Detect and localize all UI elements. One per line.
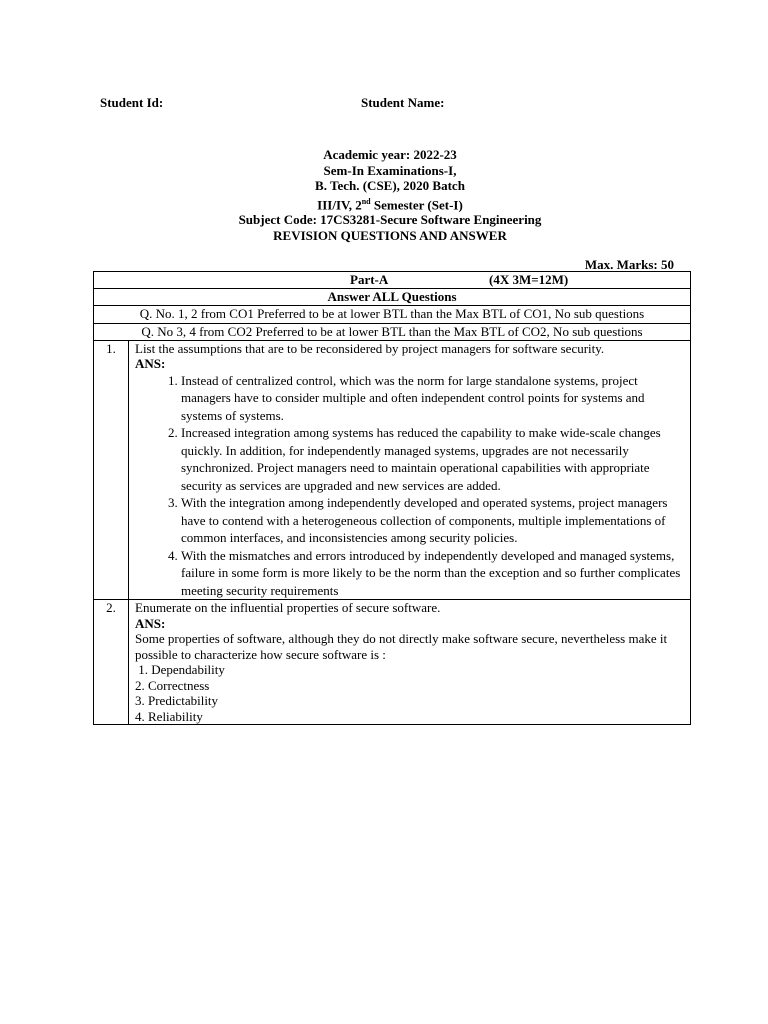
semester-suffix: Semester (Set-I) (370, 196, 463, 212)
note-cell-1: Q. No. 1, 2 from CO1 Preferred to be at lower BTL than the Max BTL of CO1, No sub questions (94, 306, 691, 323)
subject-code: Subject Code: 17CS3281-Secure Software Engineering (238, 212, 542, 228)
part-row (94, 272, 691, 289)
property-item: 3. Predictability (135, 693, 219, 709)
student-id-label: Student Id: (100, 95, 164, 110)
answer-point: 3. With the integration among independently developed and operated systems, project managers have to contend with a heterogeneous collection of components, multiple implementations of common interfaces, and inconsistencies among security policies. (181, 494, 684, 547)
question-number: 2. (94, 600, 129, 725)
question-text: List the assumptions that are to be reconsidered by project managers for software security. (135, 340, 605, 356)
answer-label: ANS: (135, 356, 166, 372)
semester-sup: nd (361, 196, 371, 206)
question-cell-2 (129, 600, 691, 725)
answer-label: ANS: (135, 615, 166, 631)
instruction-row (94, 289, 691, 306)
instruction-cell: Answer ALL Questions (94, 289, 691, 306)
academic-year: Academic year: 2022-23 (323, 147, 457, 162)
question-row-2 (94, 600, 691, 725)
questions-table (93, 271, 691, 725)
question-cell-1 (129, 340, 691, 600)
part-marks: (4X 3M=12M) (489, 272, 569, 287)
part-cell (94, 272, 691, 289)
note-row-1 (94, 306, 691, 323)
semester (0, 194, 768, 213)
answer-point: 1. Instead of centralized control, which was the norm for large standalone systems, project managers have to consider multiple and often independent control points for systems and systems of systems. (181, 372, 684, 425)
document-title: REVISION QUESTIONS AND ANSWER (273, 227, 507, 243)
exam-header (0, 147, 768, 243)
note-row-2 (94, 323, 691, 340)
question-row-1 (94, 340, 691, 600)
answer-point: 4. With the mismatches and errors introduced by independently developed and managed systems, failure in some form is more likely to be the norm than the exception and so further complicates meeting security requirements (181, 547, 684, 600)
answer-point: 2. Increased integration among systems has reduced the capability to make wide-scale changes quickly. In addition, for independently managed systems, upgrades are not necessarily synchronized. Project managers need to maintain operational capabilities with appropriate security as services are upgraded and new services are added. (181, 424, 684, 494)
property-item: 4. Reliability (135, 708, 203, 724)
max-marks: Max. Marks: 50 (584, 257, 674, 272)
answer-list (135, 372, 684, 600)
question-number: 1. (94, 340, 129, 600)
exam-name: Sem-In Examinations-I, (323, 162, 457, 178)
student-name-label: Student Name: (361, 95, 445, 110)
semester-prefix: III/IV, 2 (317, 196, 362, 212)
property-item: 1. Dependability (135, 662, 225, 678)
note-cell-2: Q. No 3, 4 from CO2 Preferred to be at lower BTL than the Max BTL of CO2, No sub questions (94, 323, 691, 340)
answer-intro: Some properties of software, although they do not directly make software secure, nevertheless make it possible to characterize how secure software is : (135, 631, 668, 662)
part-label: Part-A (350, 272, 389, 287)
question-text: Enumerate on the influential properties of secure software. (135, 600, 441, 616)
program: B. Tech. (CSE), 2020 Batch (315, 178, 465, 193)
property-list (135, 662, 684, 724)
property-item: 2. Correctness (135, 677, 210, 693)
